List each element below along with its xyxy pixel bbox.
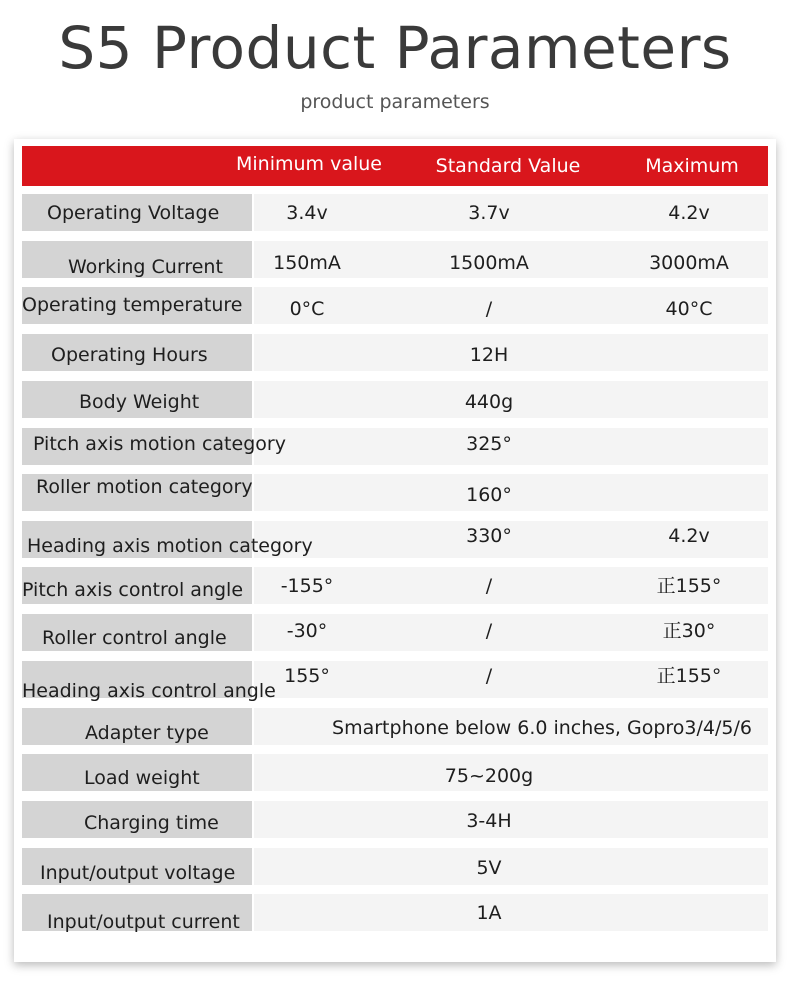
parameter-label: Pitch axis motion category	[33, 433, 286, 455]
standard-value: 75~200g	[444, 765, 534, 787]
parameter-label: Working Current	[68, 256, 223, 278]
standard-value: 440g	[464, 391, 514, 413]
parameter-label: Body Weight	[79, 391, 200, 413]
max-value: 40°C	[665, 298, 713, 320]
row-data-cell	[254, 334, 768, 371]
max-value: 正30°	[662, 620, 716, 642]
header-standard: Standard Value	[435, 155, 581, 177]
table-row	[22, 428, 768, 465]
max-value: 正155°	[656, 665, 722, 687]
row-data-cell	[254, 894, 768, 931]
parameter-label: Roller control angle	[42, 627, 227, 649]
standard-value: /	[485, 665, 493, 687]
standard-value: 5V	[476, 857, 502, 879]
header-max: Maximum	[645, 155, 739, 177]
max-value: 4.2v	[668, 202, 710, 224]
table-row	[22, 614, 768, 651]
standard-value: Smartphone below 6.0 inches, Gopro3/4/5/6	[332, 717, 752, 739]
min-value: 0°C	[289, 298, 325, 320]
parameter-label: Operating Voltage	[47, 202, 220, 224]
table-row	[22, 708, 768, 745]
table-row	[22, 661, 768, 702]
table-row	[22, 801, 768, 838]
standard-value: 325°	[466, 433, 512, 455]
parameter-label: Operating temperature	[22, 294, 243, 316]
table-row	[22, 754, 768, 791]
standard-value: 3-4H	[466, 810, 512, 832]
header-min: Minimum value	[236, 153, 382, 175]
parameter-label: Input/output voltage	[40, 862, 236, 884]
table-row	[22, 334, 768, 371]
page-subtitle: product parameters	[300, 91, 490, 113]
max-value: 4.2v	[668, 525, 710, 547]
parameter-label: Heading axis motion category	[27, 535, 313, 557]
row-data-cell	[254, 848, 768, 885]
standard-value: 3.7v	[468, 202, 510, 224]
standard-value: 330°	[466, 525, 512, 547]
table-header	[22, 146, 768, 186]
table-row	[22, 848, 768, 885]
min-value: 150mA	[273, 252, 341, 274]
table-row	[22, 287, 768, 324]
parameter-label: Adapter type	[85, 722, 209, 744]
table-row	[22, 194, 768, 231]
max-value: 正155°	[656, 575, 722, 597]
min-value: 155°	[284, 665, 330, 687]
parameter-label: Heading axis control angle	[22, 680, 276, 702]
parameter-label: Pitch axis control angle	[22, 579, 244, 601]
standard-value: /	[485, 298, 493, 320]
min-value: 3.4v	[286, 202, 328, 224]
table-row	[22, 381, 768, 418]
standard-value: /	[485, 575, 493, 597]
table-row	[22, 894, 768, 931]
max-value: 3000mA	[649, 252, 729, 274]
standard-value: 12H	[469, 344, 509, 366]
min-value: -30°	[286, 620, 328, 642]
table-row	[22, 567, 768, 604]
standard-value: 1A	[476, 902, 502, 924]
parameter-label: Operating Hours	[51, 344, 208, 366]
page-title: S5 Product Parameters	[58, 14, 732, 82]
standard-value: 160°	[466, 484, 512, 506]
parameter-label: Input/output current	[47, 911, 240, 933]
parameters-table	[14, 139, 776, 962]
table-row	[22, 241, 768, 278]
parameter-label: Charging time	[84, 812, 219, 834]
table-row	[22, 521, 768, 558]
parameter-label: Load weight	[84, 767, 200, 789]
standard-value: 1500mA	[449, 252, 529, 274]
standard-value: /	[485, 620, 493, 642]
parameter-label: Roller motion category	[36, 476, 253, 498]
table-row	[22, 474, 768, 511]
min-value: -155°	[280, 575, 334, 597]
